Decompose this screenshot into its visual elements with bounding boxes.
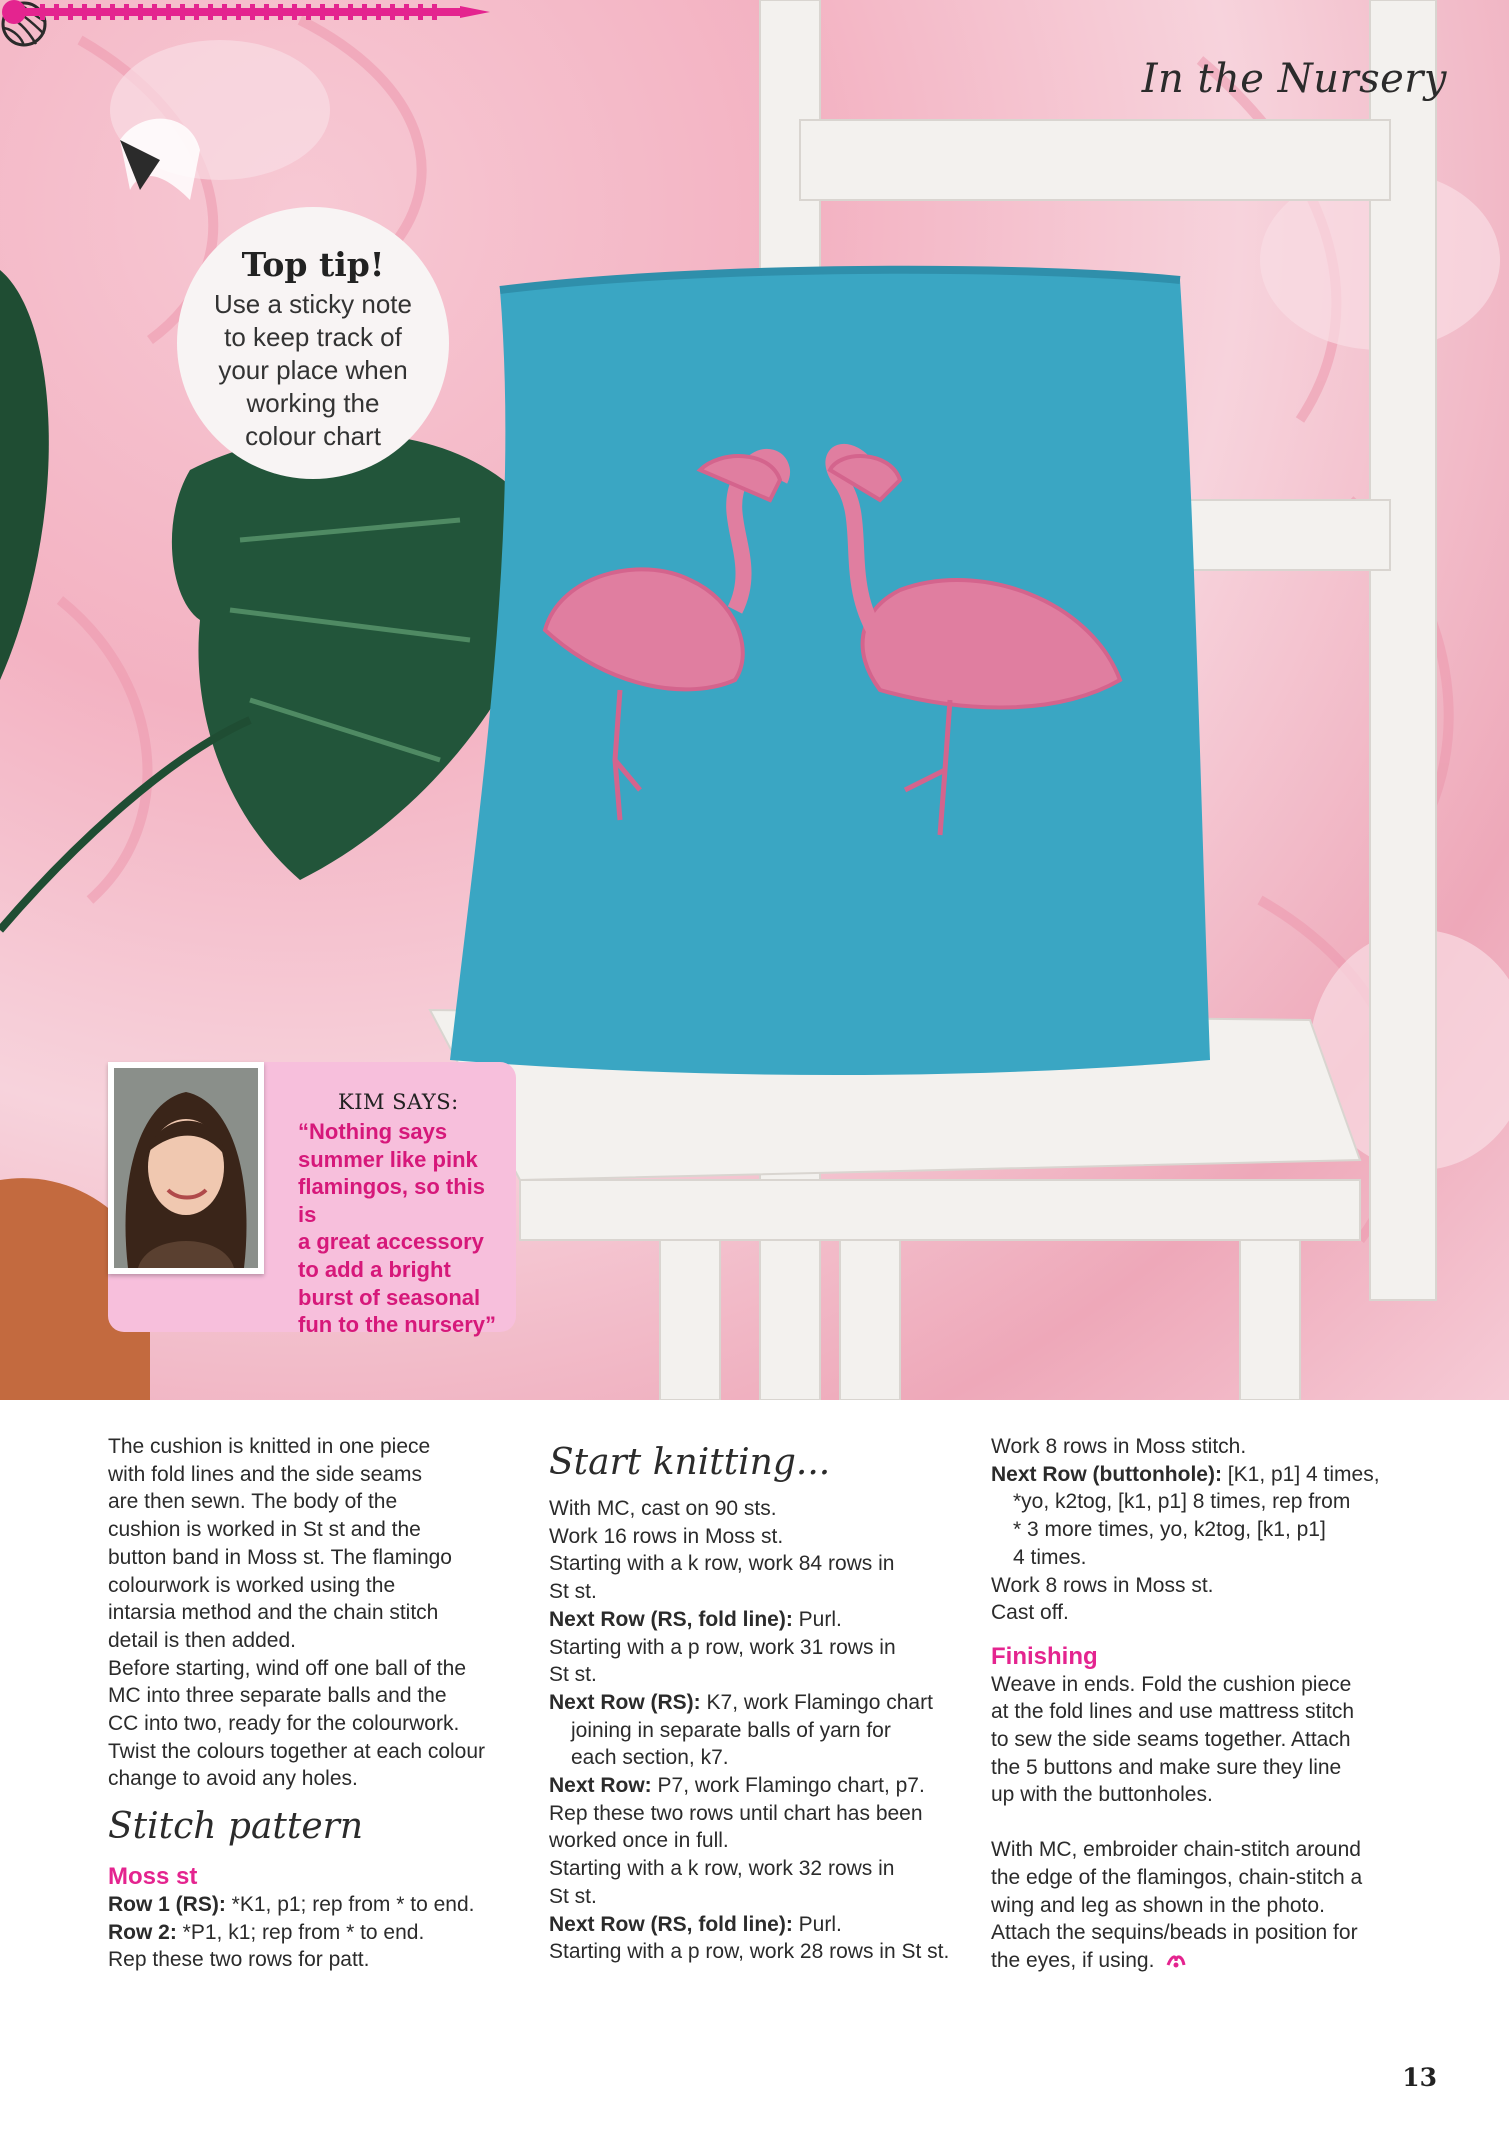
body-line: 4 times. xyxy=(1013,1545,1087,1569)
body-line: the edge of the flamingos, chain-stitch a xyxy=(991,1865,1363,1889)
row-label: Next Row: xyxy=(549,1774,652,1798)
row-2-instruction xyxy=(108,1919,518,1947)
start-knitting-column xyxy=(549,1433,969,1966)
body-line: Work 8 rows in Moss stitch. xyxy=(991,1435,1247,1458)
row-instruction xyxy=(549,1606,969,1634)
top-tip-line: your place when xyxy=(218,355,408,385)
body-line: worked once in full. xyxy=(549,1829,729,1853)
row-text: *K1, p1; rep from * to end. xyxy=(225,1892,475,1916)
row-text: [K1, p1] 4 times, xyxy=(1221,1462,1380,1486)
body-line: Cast off. xyxy=(991,1601,1069,1625)
body-line: With MC, embroider chain-stitch around xyxy=(991,1838,1361,1862)
body-line: joining in separate balls of yarn for xyxy=(571,1718,891,1742)
body-line: detail is then added. xyxy=(108,1628,296,1652)
body-line: to sew the side seams together. Attach xyxy=(991,1728,1351,1752)
top-tip-line: working the xyxy=(246,388,380,418)
body-line: St st. xyxy=(549,1580,597,1604)
row-label: Row 1 (RS): xyxy=(108,1892,226,1916)
kim-quote-line: fun to the nursery” xyxy=(298,1312,497,1338)
body-line: intarsia method and the chain stitch xyxy=(108,1601,439,1625)
body-text: the eyes, if using. xyxy=(991,1948,1155,1972)
row-label: Next Row (RS, fold line): xyxy=(549,1912,793,1936)
top-tip-line: colour chart xyxy=(245,421,381,451)
kim-quote-line: to add a bright xyxy=(298,1256,451,1282)
end-mark-icon xyxy=(1166,1951,1186,1969)
kim-quote xyxy=(298,1118,508,1339)
row-instruction xyxy=(549,1772,969,1800)
finishing-heading: Finishing xyxy=(991,1642,1098,1670)
page-number: 13 xyxy=(1402,2063,1437,2092)
stitch-pattern-heading: Stitch pattern xyxy=(108,1806,364,1848)
body-line: Starting with a k row, work 84 rows in xyxy=(549,1552,895,1576)
body-line: Rep these two rows until chart has been xyxy=(549,1801,923,1825)
body-line: Before starting, wind off one ball of the xyxy=(108,1656,467,1680)
top-tip-line: Use a sticky note xyxy=(214,289,412,319)
top-tip-body xyxy=(177,288,449,453)
body-line: Attach the sequins/beads in position for xyxy=(991,1921,1358,1945)
row-label: Row 2: xyxy=(108,1920,177,1944)
body-line: Work 8 rows in Moss st. xyxy=(991,1573,1214,1597)
body-line: button band in Moss st. The flamingo xyxy=(108,1545,452,1569)
body-line: St st. xyxy=(549,1884,597,1908)
kim-quote-line: flamingos, so this is xyxy=(298,1174,486,1227)
body-line: up with the buttonholes. xyxy=(991,1783,1213,1807)
kim-quote-line: summer like pink xyxy=(298,1146,478,1172)
body-line: with fold lines and the side seams xyxy=(108,1462,423,1486)
row-1-instruction xyxy=(108,1891,518,1919)
top-tip-bubble xyxy=(177,207,449,479)
top-tip-line: to keep track of xyxy=(224,322,402,352)
moss-stitch-heading: Moss st xyxy=(108,1863,198,1891)
row-label: Next Row (RS): xyxy=(549,1690,701,1714)
body-line: Twist the colours together at each colour xyxy=(108,1739,486,1763)
row-instruction xyxy=(549,1689,969,1717)
body-line: are then sewn. The body of the xyxy=(108,1490,398,1514)
body-line: each section, k7. xyxy=(571,1746,729,1770)
kim-quote-line: “Nothing says xyxy=(298,1119,448,1144)
kim-quote-line: a great accessory xyxy=(298,1229,484,1255)
body-line: Starting with a p row, work 31 rows in xyxy=(549,1635,896,1659)
body-line-final xyxy=(991,1947,1411,1975)
body-line: wing and leg as shown in the photo. xyxy=(991,1893,1325,1917)
row-label: Next Row (buttonhole): xyxy=(991,1462,1222,1486)
start-knitting-heading: Start knitting... xyxy=(549,1442,831,1483)
body-line: Starting with a p row, work 28 rows in St st. xyxy=(549,1940,950,1964)
body-line: MC into three separate balls and the xyxy=(108,1684,447,1708)
body-line: St st. xyxy=(549,1663,597,1687)
body-line: colourwork is worked using the xyxy=(108,1573,396,1597)
body-line: Work 16 rows in Moss st. xyxy=(549,1524,784,1548)
row-text: K7, work Flamingo chart xyxy=(700,1690,933,1714)
row-instruction xyxy=(549,1911,969,1939)
row-label: Next Row (RS, fold line): xyxy=(549,1607,793,1631)
kim-says-title: KIM SAYS: xyxy=(338,1090,459,1114)
row-text: P7, work Flamingo chart, p7. xyxy=(651,1774,925,1798)
body-line: With MC, cast on 90 sts. xyxy=(549,1497,777,1520)
knitting-needle-divider xyxy=(0,0,500,30)
kim-says-box xyxy=(108,1062,516,1338)
row-text: Purl. xyxy=(792,1912,842,1936)
body-line: *yo, k2tog, [k1, p1] 8 times, rep from xyxy=(1013,1490,1351,1514)
body-line: Weave in ends. Fold the cushion piece xyxy=(991,1672,1352,1696)
row-text: *P1, k1; rep from * to end. xyxy=(176,1920,425,1944)
intro-column xyxy=(108,1433,518,1974)
kim-quote-line: burst of seasonal xyxy=(298,1284,481,1310)
body-line: Starting with a k row, work 32 rows in xyxy=(549,1857,895,1881)
buttonhole-row-instruction xyxy=(991,1461,1411,1489)
body-line: change to avoid any holes. xyxy=(108,1767,358,1791)
row-text: Purl. xyxy=(792,1607,842,1631)
kim-portrait-avatar xyxy=(108,1062,264,1274)
body-line: Rep these two rows for patt. xyxy=(108,1948,370,1972)
body-line: cushion is worked in St st and the xyxy=(108,1518,421,1542)
top-tip-title: Top tip! xyxy=(241,245,385,284)
body-line: * 3 more times, yo, k2tog, [k1, p1] xyxy=(1013,1518,1326,1542)
body-line: CC into two, ready for the colourwork. xyxy=(108,1712,460,1736)
finishing-column xyxy=(991,1433,1411,1975)
body-line: the 5 buttons and make sure they line xyxy=(991,1755,1342,1779)
body-line: The cushion is knitted in one piece xyxy=(108,1435,431,1458)
section-heading: In the Nursery xyxy=(1141,56,1447,102)
body-line: at the fold lines and use mattress stitch xyxy=(991,1700,1355,1724)
